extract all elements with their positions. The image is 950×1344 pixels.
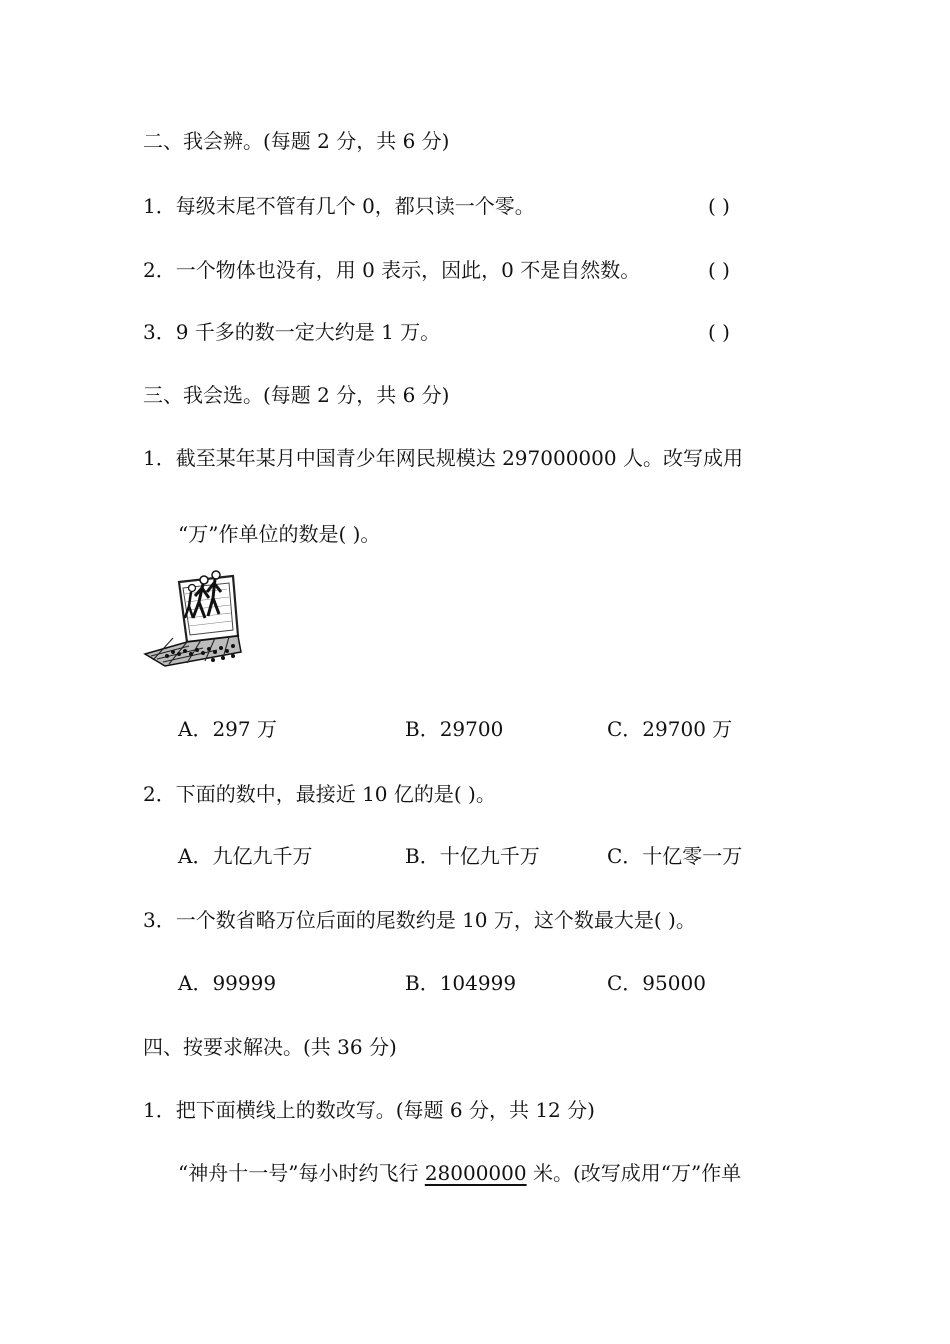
choice-question-1-line2: “万”作单位的数是( )。 (178, 522, 381, 546)
crowd-screen-illustration (143, 566, 243, 676)
judge-item-3: 3．9 千多的数一定大约是 1 万。 (143, 320, 441, 344)
q2-option-b[interactable]: B．十亿九千万 (405, 844, 540, 868)
judge-item-2: 2．一个物体也没有，用 0 表示，因此，0 不是自然数。 (143, 258, 641, 282)
answer-blank-2[interactable]: ( ) (708, 258, 730, 282)
choice-question-1-line1: 1．截至某年某月中国青少年网民规模达 297000000 人。改写成用 (143, 446, 743, 470)
underlined-number: 28000000 (424, 1161, 527, 1185)
q1-option-a[interactable]: A．297 万 (178, 717, 277, 741)
rewrite-line-prefix: “神舟十一号”每小时约飞行 (178, 1161, 425, 1185)
rewrite-line-suffix: 米。(改写成用“万”作单 (526, 1161, 742, 1185)
q1-option-c[interactable]: C．29700 万 (607, 717, 733, 741)
section-3-heading: 三、我会选。(每题 2 分，共 6 分) (143, 383, 450, 407)
rewrite-question-1: 1．把下面横线上的数改写。(每题 6 分，共 12 分) (143, 1098, 595, 1122)
rewrite-question-1-line (178, 1159, 741, 1187)
answer-blank-1[interactable]: ( ) (708, 194, 730, 218)
choice-question-3: 3．一个数省略万位后面的尾数约是 10 万，这个数最大是( )。 (143, 908, 696, 932)
q3-option-c[interactable]: C．95000 (607, 971, 706, 995)
q2-option-a[interactable]: A．九亿九千万 (178, 844, 313, 868)
section-2-heading: 二、我会辨。(每题 2 分，共 6 分) (143, 129, 450, 153)
answer-blank-3[interactable]: ( ) (708, 320, 730, 344)
judge-item-1: 1．每级末尾不管有几个 0，都只读一个零。 (143, 194, 535, 218)
section-4-heading: 四、按要求解决。(共 36 分) (143, 1035, 397, 1059)
q3-option-a[interactable]: A．99999 (178, 971, 277, 995)
q1-option-b[interactable]: B．29700 (405, 717, 504, 741)
q2-option-c[interactable]: C．十亿零一万 (607, 844, 743, 868)
choice-question-2: 2．下面的数中，最接近 10 亿的是( )。 (143, 782, 496, 806)
q3-option-b[interactable]: B．104999 (405, 971, 517, 995)
